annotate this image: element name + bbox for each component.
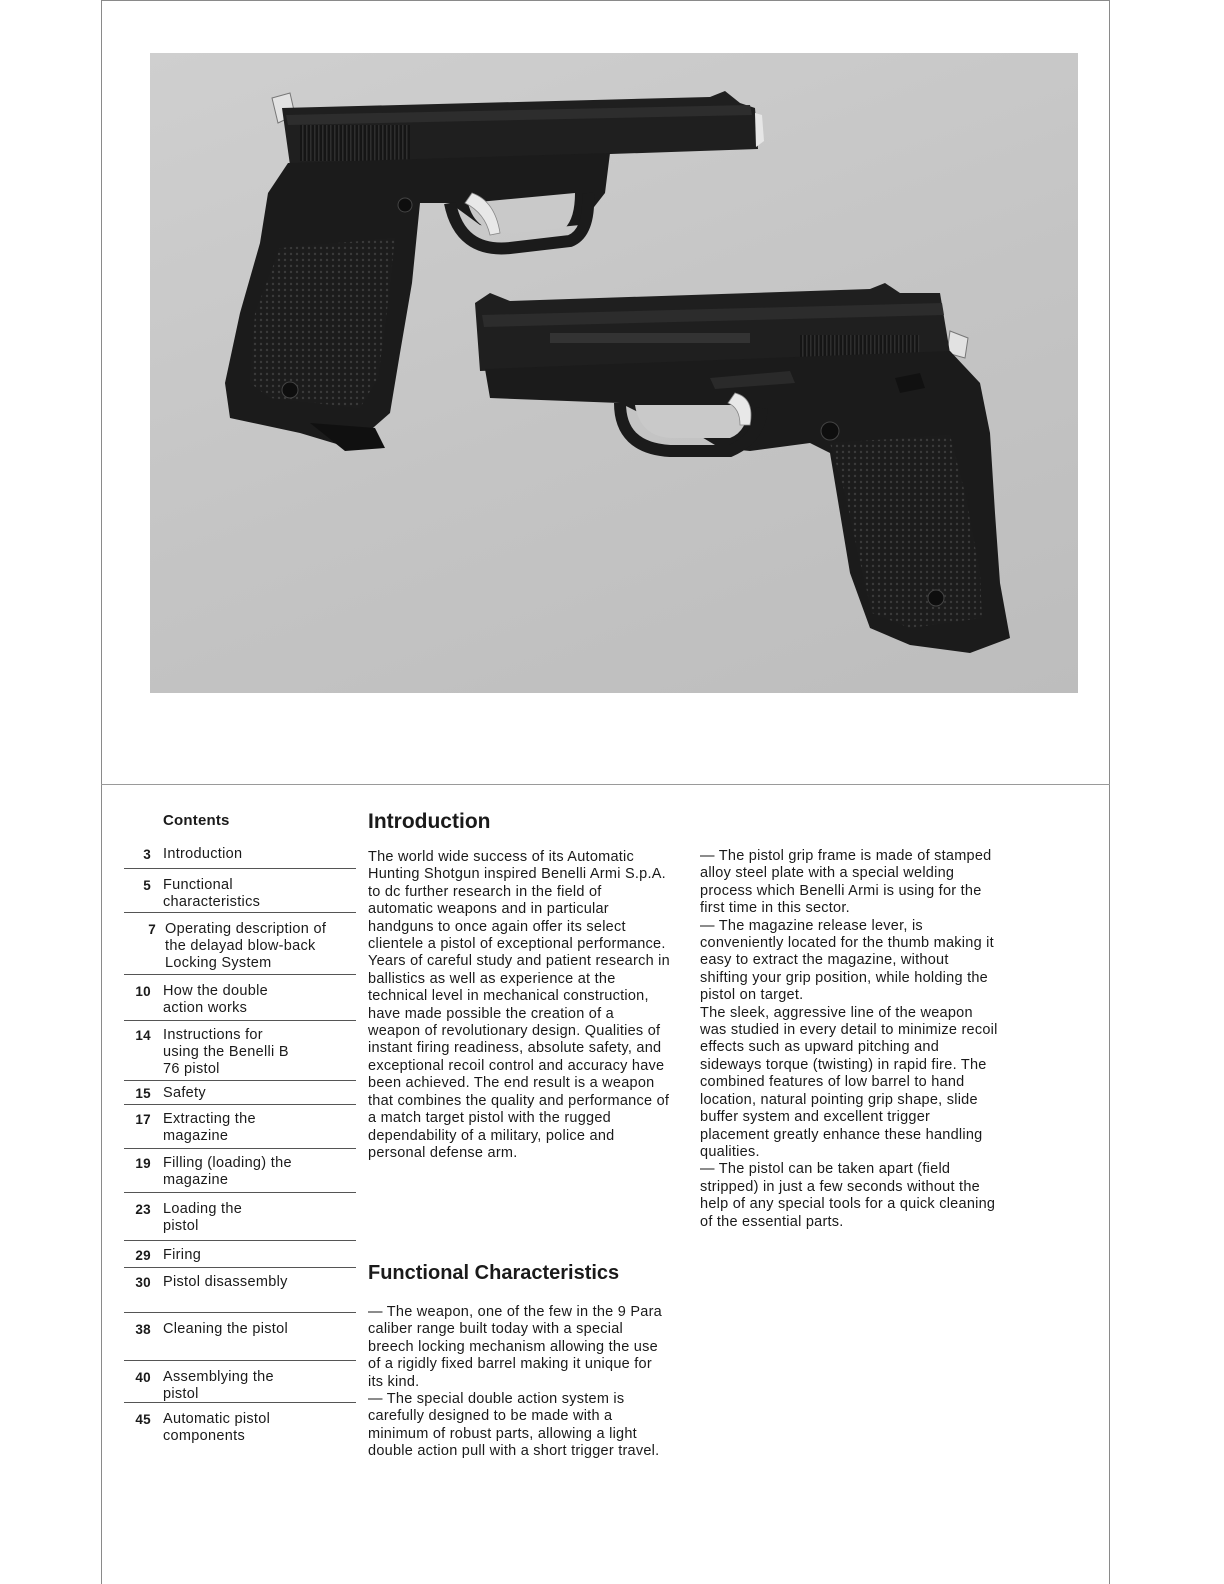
contents-item[interactable]: [124, 1193, 356, 1241]
functional-paragraph: — The pistol grip frame is made of stamped alloy steel plate with a special welding process which Benelli Armi is using for the first time in this sector.: [700, 848, 992, 917]
contents-item[interactable]: [124, 1268, 356, 1313]
functional-paragraph: — The magazine release lever, is conveniently located for the thumb making it easy to extract the magazine, without shifting your grip position, while holding the pistol on target.: [700, 917, 994, 1004]
page-divider: [101, 784, 1110, 785]
contents-label: Operating description of the delayad blow-back Locking System: [165, 921, 327, 971]
contents-item[interactable]: [124, 1081, 356, 1105]
contents-page: 38: [135, 1322, 151, 1337]
contents-page: 19: [135, 1156, 151, 1171]
contents-label: Safety: [163, 1085, 206, 1101]
introduction-text: [368, 849, 670, 1162]
contents-label: How the double action works: [163, 983, 268, 1016]
contents-item[interactable]: [124, 1021, 356, 1081]
contents-list: [124, 838, 356, 1447]
contents-label: Assemblying the pistol: [163, 1369, 274, 1402]
contents-item[interactable]: [124, 1149, 356, 1193]
contents-item[interactable]: [124, 1313, 356, 1361]
functional-paragraph: The sleek, aggressive line of the weapon was studied in every detail to minimize recoil effects such as upward pitching and sideways torque (twisting) in rapid fire. The combined features of low barrel to hand location, natural pointing grip shape, slide buffer system and excellent trigger placement greatly enhance these handling qualities.: [700, 1004, 998, 1160]
contents-title: Contents: [163, 812, 230, 829]
contents-page: 15: [135, 1086, 151, 1101]
contents-item[interactable]: [124, 838, 356, 869]
contents-item[interactable]: [124, 975, 356, 1021]
functional-paragraph: — The pistol can be taken apart (field stripped) in just a few seconds without the help of any special tools for a quick cleaning of the essential parts.: [700, 1161, 996, 1230]
contents-label: Firing: [163, 1247, 202, 1263]
contents-page: 10: [135, 984, 151, 999]
contents-page: 45: [135, 1412, 151, 1427]
contents-item[interactable]: [124, 869, 356, 913]
contents-label: Automatic pistol components: [163, 1411, 271, 1444]
functional-paragraph: — The weapon, one of the few in the 9 Para caliber range built today with a special breech locking mechanism allowing the use of a rigidly fixed barrel making it unique for its kind.: [368, 1304, 662, 1390]
contents-item[interactable]: [124, 1241, 356, 1268]
contents-page: 40: [135, 1370, 151, 1385]
functional-heading: Functional Characteristics: [368, 1262, 620, 1284]
pistol-illustration: [150, 53, 1078, 693]
contents-item[interactable]: [124, 1361, 356, 1403]
contents-label: Pistol disassembly: [163, 1274, 288, 1290]
contents-label: Cleaning the pistol: [163, 1321, 288, 1337]
contents-label: Filling (loading) the magazine: [163, 1155, 292, 1188]
contents-item[interactable]: [124, 1105, 356, 1149]
contents-page: 30: [135, 1275, 151, 1290]
contents-page: 17: [135, 1112, 151, 1127]
introduction-paragraph: Years of careful study and patient research in ballistics as well as experience at the technical level in mechanical construction, have made possible the creation of a weapon of revolutionary design. Qualities of instant firing readiness, absolute safety, and exceptional recoil control and accuracy have been achieved. The end result is a weapon that combines the quality and performance of a match target pistol with the rugged dependability of a military, police and personal defense arm.: [368, 953, 670, 1161]
contents-page: 14: [135, 1028, 151, 1043]
contents-label: Introduction: [163, 846, 243, 862]
contents-page: 23: [135, 1202, 151, 1217]
contents-page: 3: [143, 847, 151, 862]
contents-page: 5: [143, 878, 151, 893]
pistol-photo: [150, 53, 1078, 693]
functional-text-right: [700, 848, 1000, 1231]
introduction-heading: Introduction: [368, 810, 491, 833]
introduction-paragraph: The world wide success of its Automatic Hunting Shotgun inspired Benelli Armi S.p.A. to dc further research in the field of automatic weapons and in particular handguns to once again offer its select clientele a pistol of exceptional performance.: [368, 849, 666, 953]
contents-item[interactable]: [124, 913, 356, 975]
pistol-bottom: [475, 283, 1010, 653]
contents-item[interactable]: [124, 1403, 356, 1447]
contents-label: Loading the pistol: [163, 1201, 243, 1234]
contents-page: 29: [135, 1248, 151, 1263]
functional-text-left: [368, 1304, 670, 1461]
contents-label: Instructions for using the Benelli B 76 pistol: [163, 1027, 289, 1077]
contents-label: Extracting the magazine: [163, 1111, 256, 1144]
functional-paragraph: — The special double action system is carefully designed to be made with a minimum of robust parts, allowing a light double action pull with a short trigger travel.: [368, 1391, 660, 1460]
contents-label: Functional characteristics: [163, 877, 261, 910]
contents-page: 7: [148, 922, 156, 937]
